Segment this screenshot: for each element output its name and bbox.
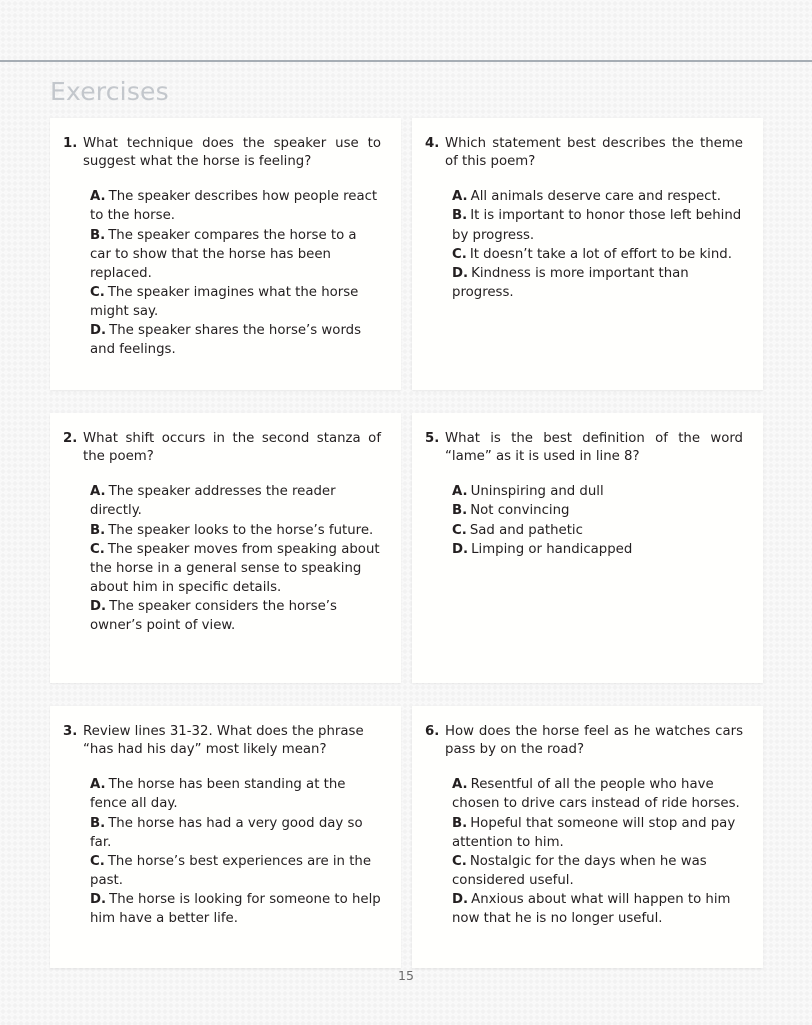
answer-choices	[63, 775, 381, 928]
choice-text: The horse is looking for someone to help him have a better life.	[90, 892, 381, 927]
choice-text: Not convincing	[470, 503, 570, 519]
question-card-1	[50, 118, 401, 390]
answer-choice[interactable]	[90, 521, 381, 540]
question-stem	[63, 430, 381, 468]
choice-text: The speaker looks to the horse’s future.	[108, 522, 374, 538]
choice-letter: B.	[452, 208, 468, 224]
answer-choice[interactable]	[90, 482, 381, 520]
choice-text: The horse has been standing at the fence all day.	[90, 777, 346, 812]
choice-letter: D.	[90, 892, 107, 908]
answer-choices	[425, 775, 743, 928]
choice-text: The speaker compares the horse to a car to show that the horse has been replaced.	[90, 227, 357, 281]
choice-letter: B.	[452, 815, 468, 831]
question-card-4	[412, 118, 763, 390]
question-number: 1.	[63, 135, 78, 151]
question-stem	[425, 723, 743, 761]
question-stem	[425, 135, 743, 173]
questions-grid	[0, 118, 812, 968]
choice-letter: A.	[452, 484, 468, 500]
answer-choice[interactable]	[452, 775, 743, 813]
choice-letter: A.	[452, 777, 468, 793]
answer-choice[interactable]	[452, 206, 743, 244]
question-card-3	[50, 706, 401, 968]
question-text: What is the best definition of the word “lame” as it is used in line 8?	[445, 430, 743, 465]
answer-choice[interactable]	[90, 890, 381, 928]
answer-choice[interactable]	[90, 775, 381, 813]
answer-choice[interactable]	[90, 540, 381, 597]
choice-text: Nostalgic for the days when he was considered useful.	[452, 853, 707, 888]
choice-text: Kindness is more important than progress.	[452, 265, 689, 300]
question-stem	[63, 135, 381, 173]
choice-text: The speaker describes how people react to the horse.	[90, 189, 378, 224]
answer-choice[interactable]	[452, 264, 743, 302]
page-number: 15	[398, 968, 414, 983]
choice-text: It doesn’t take a lot of effort to be kind.	[469, 246, 732, 262]
answer-choice[interactable]	[452, 890, 743, 928]
choice-letter: B.	[90, 522, 106, 538]
question-number: 6.	[425, 723, 440, 739]
choice-text: Limping or handicapped	[471, 541, 633, 557]
choice-text: Uninspiring and dull	[470, 484, 604, 500]
choice-letter: D.	[452, 892, 469, 908]
choice-letter: A.	[452, 189, 468, 205]
choice-text: Hopeful that someone will stop and pay attention to him.	[452, 815, 736, 850]
question-card-5	[412, 413, 763, 683]
answer-choice[interactable]	[452, 521, 743, 540]
choice-letter: D.	[90, 599, 107, 615]
choice-letter: B.	[90, 227, 106, 243]
choice-letter: A.	[90, 189, 106, 205]
choice-letter: D.	[452, 541, 469, 557]
answer-choice[interactable]	[90, 187, 381, 225]
answer-choices	[425, 187, 743, 302]
answer-choice[interactable]	[90, 226, 381, 283]
choice-text: The speaker moves from speaking about the horse in a general sense to speaking about him in specific details.	[90, 541, 380, 595]
choice-letter: C.	[90, 284, 105, 300]
choice-text: All animals deserve care and respect.	[470, 189, 721, 205]
answer-choice[interactable]	[452, 482, 743, 501]
answer-choices	[425, 482, 743, 559]
answer-choice[interactable]	[90, 852, 381, 890]
answer-choice[interactable]	[452, 245, 743, 264]
choice-letter: C.	[90, 541, 105, 557]
choice-letter: D.	[452, 265, 469, 281]
answer-choice[interactable]	[452, 187, 743, 206]
choice-letter: C.	[452, 853, 467, 869]
question-number: 5.	[425, 430, 440, 446]
choice-text: The speaker imagines what the horse might say.	[90, 284, 359, 320]
answer-choice[interactable]	[452, 814, 743, 852]
question-text: What technique does the speaker use to suggest what the horse is feeling?	[83, 135, 381, 170]
choice-text: Anxious about what will happen to him now that he is no longer useful.	[452, 892, 731, 927]
question-number: 2.	[63, 430, 78, 446]
question-text: How does the horse feel as he watches cars pass by on the road?	[445, 723, 743, 758]
answer-choice[interactable]	[452, 852, 743, 890]
question-card-6	[412, 706, 763, 968]
choice-text: The speaker shares the horse’s words and feelings.	[90, 323, 362, 358]
choice-text: The speaker addresses the reader directly.	[90, 484, 336, 519]
answer-choice[interactable]	[90, 814, 381, 852]
choice-letter: C.	[452, 522, 467, 538]
question-text: What shift occurs in the second stanza of the poem?	[83, 430, 381, 465]
choice-letter: C.	[452, 246, 467, 262]
question-card-2	[50, 413, 401, 683]
answer-choice[interactable]	[90, 283, 381, 321]
choice-text: The horse’s best experiences are in the past.	[90, 853, 372, 888]
choice-letter: B.	[452, 503, 468, 519]
answer-choice[interactable]	[90, 321, 381, 359]
choice-text: It is important to honor those left behind by progress.	[452, 208, 742, 243]
page-top-band	[0, 0, 812, 60]
question-number: 4.	[425, 135, 440, 151]
question-stem	[63, 723, 381, 761]
question-stem	[425, 430, 743, 468]
choice-letter: D.	[90, 323, 107, 339]
choice-text: Sad and pathetic	[469, 522, 583, 538]
answer-choices	[63, 482, 381, 635]
answer-choice[interactable]	[452, 501, 743, 520]
question-number: 3.	[63, 723, 78, 739]
question-text: Which statement best describes the theme of this poem?	[445, 135, 743, 170]
answer-choice[interactable]	[90, 597, 381, 635]
choice-text: The speaker considers the horse’s owner’s point of view.	[90, 599, 337, 634]
answer-choice[interactable]	[452, 540, 743, 559]
page-title: Exercises	[50, 77, 169, 106]
answer-choices	[63, 187, 381, 359]
choice-letter: C.	[90, 853, 105, 869]
question-text: Review lines 31-32. What does the phrase “has had his day” most likely mean?	[83, 723, 364, 758]
choice-letter: B.	[90, 815, 106, 831]
choice-letter: A.	[90, 484, 106, 500]
choice-text: The horse has had a very good day so far.	[90, 815, 363, 850]
choice-text: Resentful of all the people who have chosen to drive cars instead of ride horses.	[452, 777, 740, 812]
choice-letter: A.	[90, 777, 106, 793]
